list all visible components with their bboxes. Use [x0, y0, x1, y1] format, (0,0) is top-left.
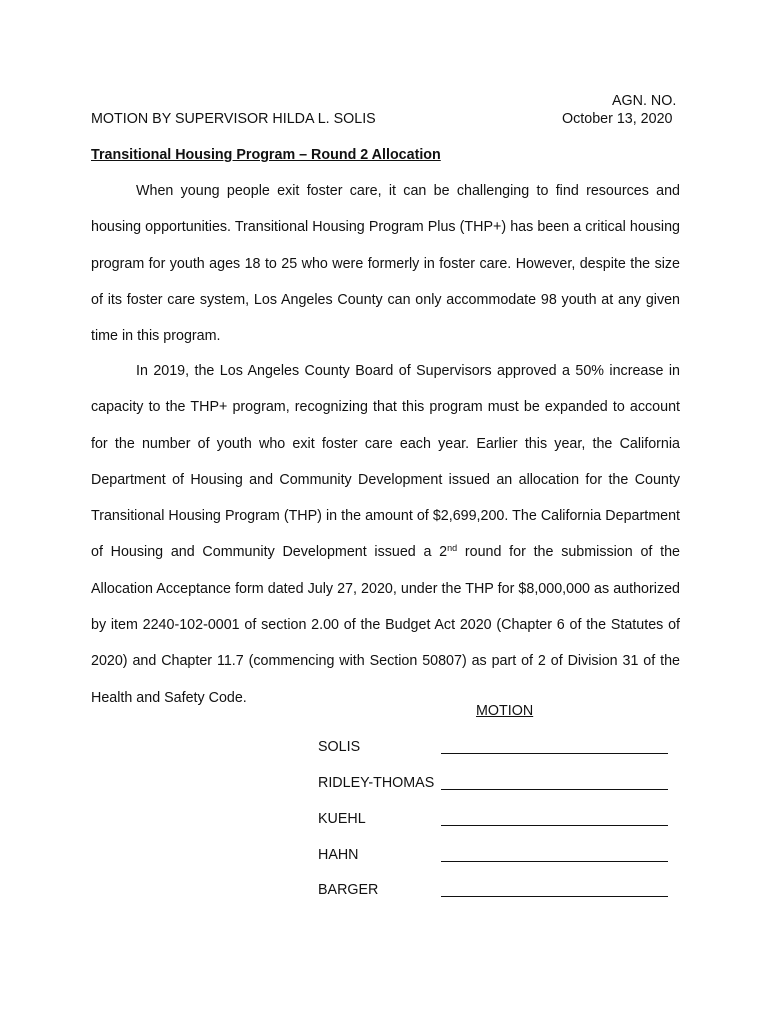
- motion-heading: MOTION: [476, 703, 534, 719]
- paragraph-1: When young people exit foster care, it can be challenging to find resources and housing opportunities. Transitional Housing Program Plus (THP+) has been a critical housing program for youth ages 18 to 25 who were formerly in foster care. However, despite the size of its foster care system, Los Angeles County can only accommodate 98 youth at any given time in this program.: [91, 183, 680, 345]
- supervisor-name: SOLIS: [318, 739, 361, 755]
- vote-line: [441, 825, 668, 826]
- document-date: October 13, 2020: [562, 111, 673, 127]
- vote-line: [441, 896, 668, 897]
- motion-by-label: MOTION BY SUPERVISOR HILDA L. SOLIS: [91, 111, 376, 127]
- paragraph-2-text-b: round for the submission of the Allocation Acceptance form dated July 27, 2020, under the THP for $8,000,000 as authorized by item 2240-102-0001 of section 2.00 of the Budget Act 2020 (Chapter 6 of the Statutes of 2020) and Chapter 11.7 (commencing with Section 50807) as part of 2 of Division 31 of the Health and Safety Code.: [91, 544, 680, 706]
- supervisor-name: BARGER: [318, 882, 379, 898]
- supervisor-name: KUEHL: [318, 811, 366, 827]
- supervisor-name: RIDLEY-THOMAS: [318, 775, 435, 791]
- agenda-number-label: AGN. NO.: [612, 93, 677, 109]
- document-title: Transitional Housing Program – Round 2 Allocation: [91, 147, 441, 163]
- vote-line: [441, 861, 668, 862]
- paragraph-2: [91, 353, 680, 716]
- supervisor-name: HAHN: [318, 847, 359, 863]
- ordinal-superscript: nd: [447, 543, 458, 554]
- vote-line: [441, 753, 668, 754]
- paragraph-2-text-a: In 2019, the Los Angeles County Board of Supervisors approved a 50% increase in capacity to the THP+ program, recognizing that this program must be expanded to account for the number of youth who exit foster care each year. Earlier this year, the California Department of Housing and Community Development issued an allocation for the County Transitional Housing Program (THP) in the amount of $2,699,200. The California Department of Housing and Community Development issued a 2: [91, 363, 680, 561]
- vote-line: [441, 789, 668, 790]
